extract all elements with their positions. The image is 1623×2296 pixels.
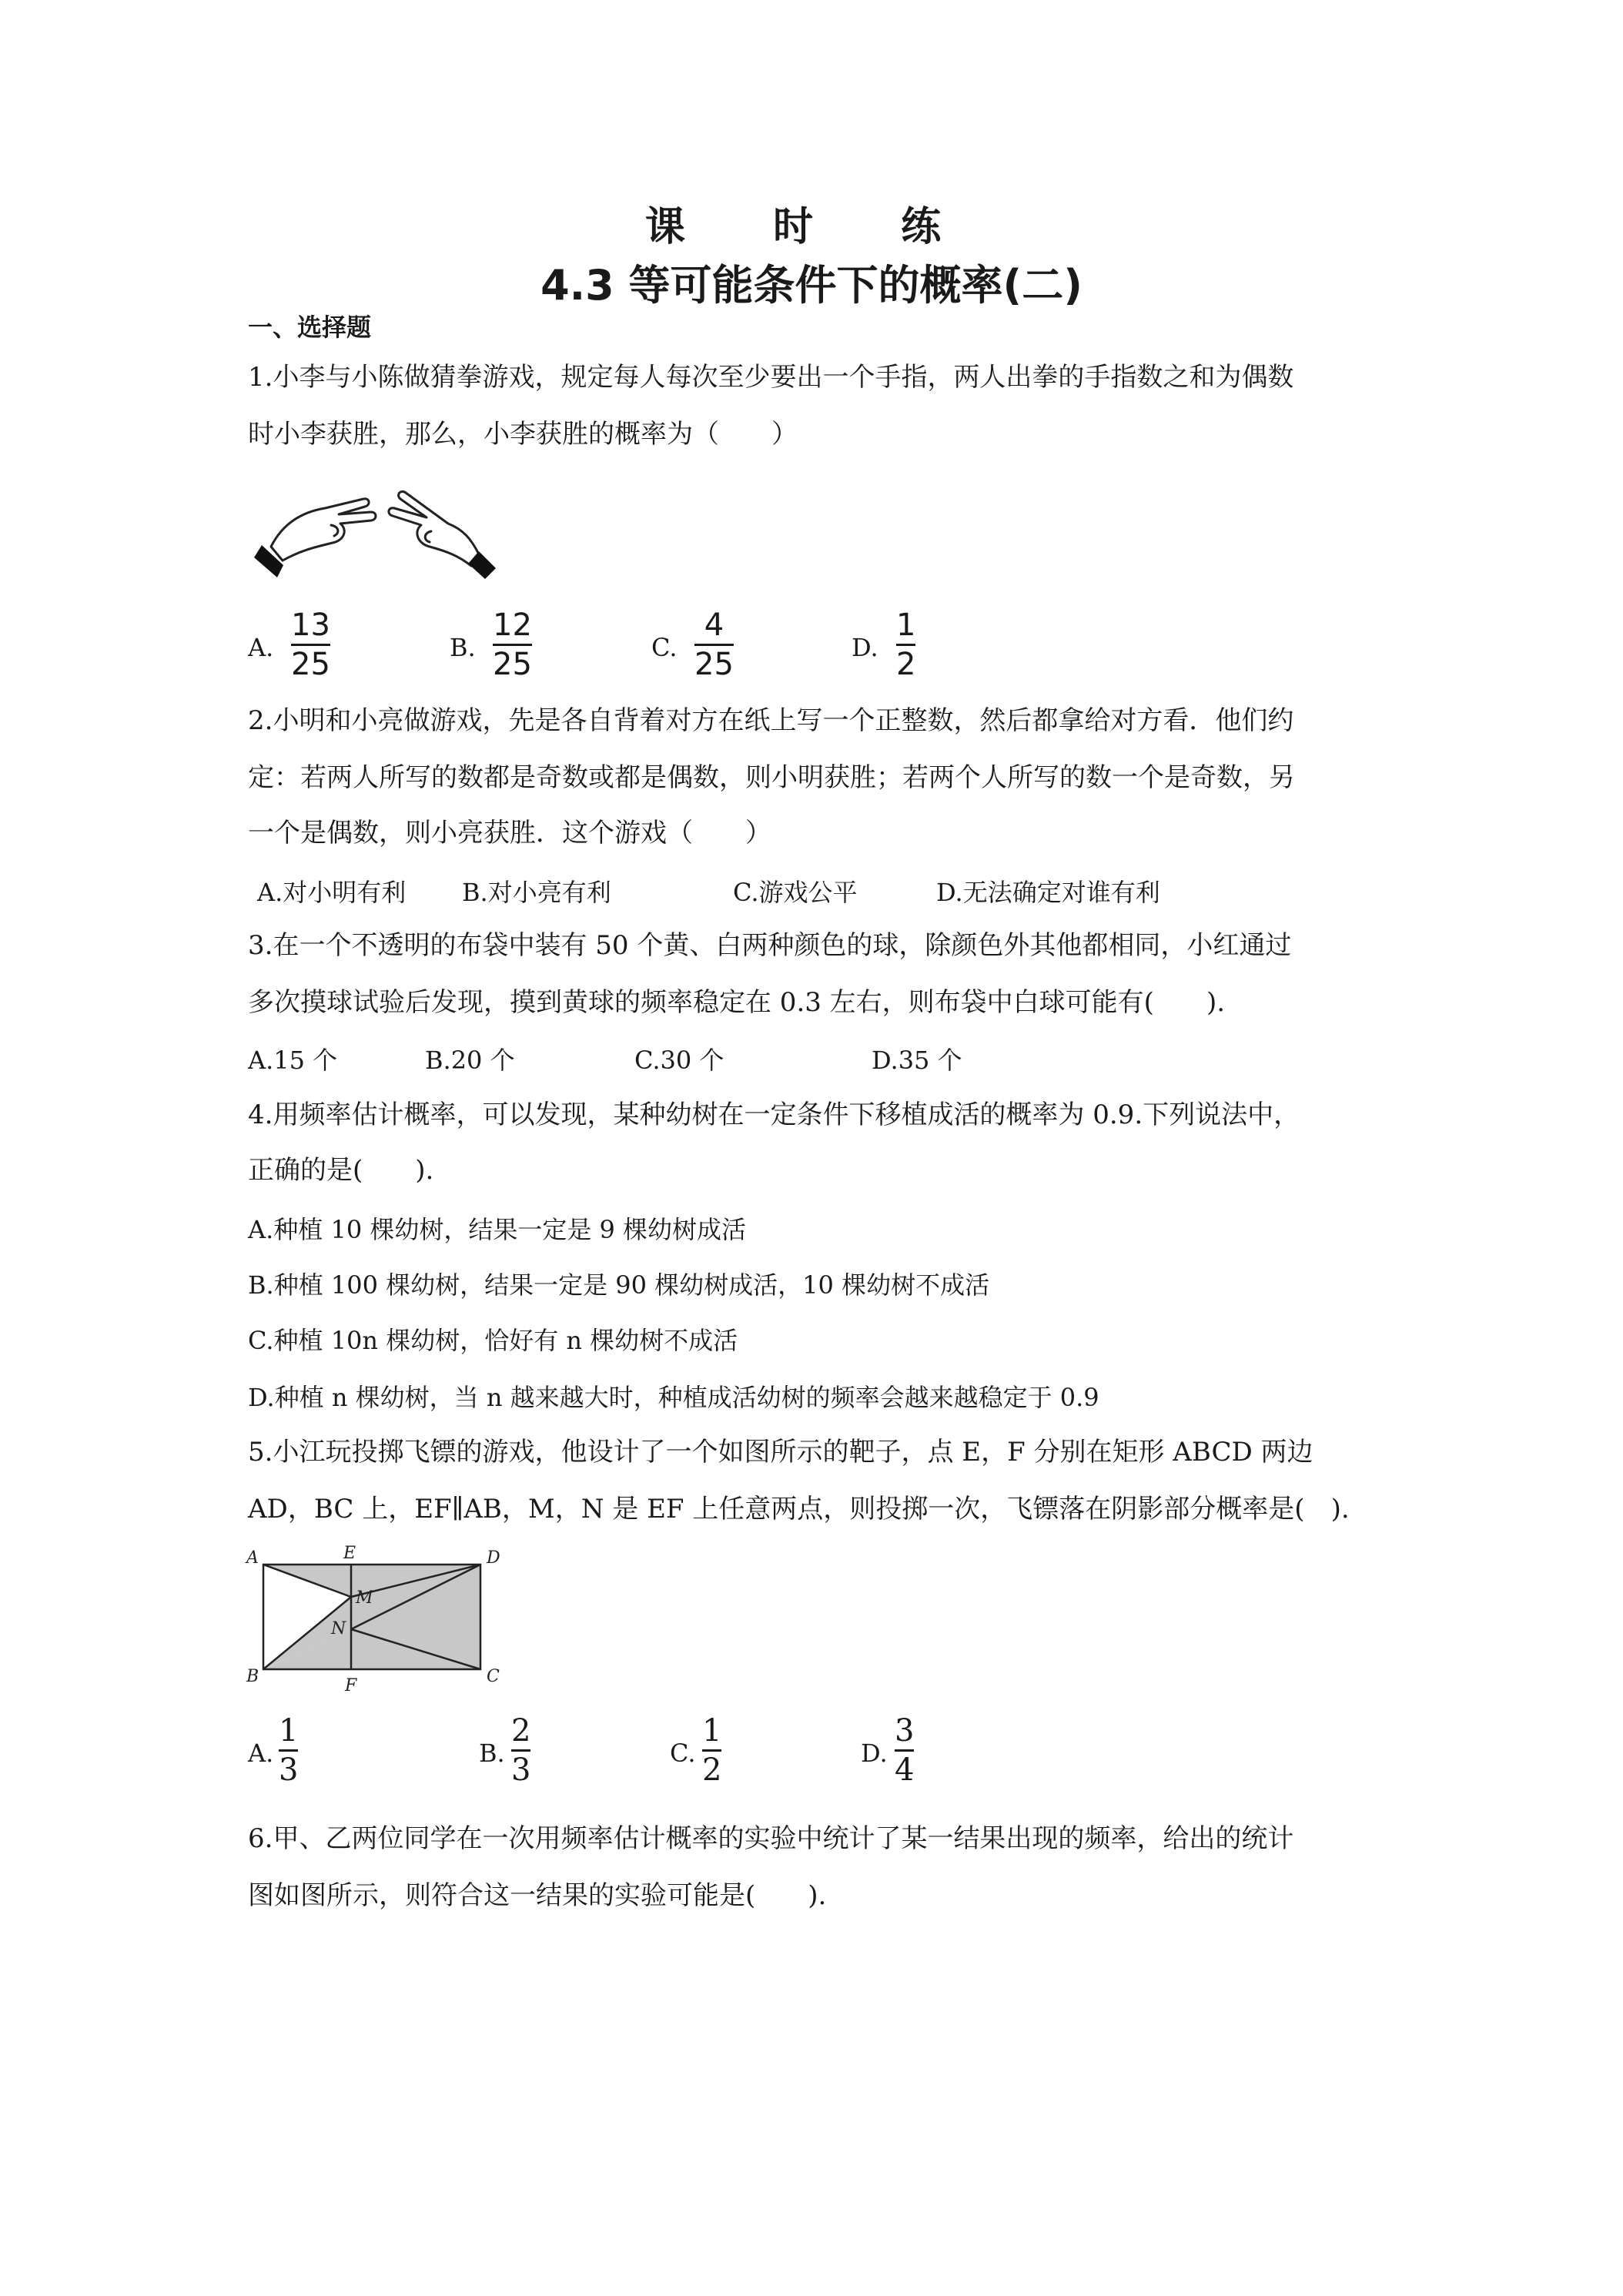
q6-text-line1: 6.甲、乙两位同学在一次用频率估计概率的实验中统计了某一结果出现的频率，给出的统计	[248, 1823, 1294, 1854]
q3-text-line2: 多次摸球试验后发现，摸到黄球的频率稳定在 0.3 左右，则布袋中白球可能有( ).	[248, 987, 1226, 1018]
q5-option-b-numerator: 2	[511, 1713, 531, 1749]
q5-option-a-fraction	[279, 1714, 298, 1787]
fraction-bar	[511, 1749, 530, 1752]
label-f: F	[345, 1676, 357, 1694]
q1-text-line2: 时小李获胜，那么，小李获胜的概率为（ ）	[248, 419, 798, 450]
q1-option-a-denominator: 25	[291, 647, 330, 682]
q2-option-b: B.对小亮有利	[462, 878, 611, 907]
q5-option-c-denominator: 2	[702, 1752, 722, 1788]
q5-text-line1: 5.小江玩投掷飞镖的游戏，他设计了一个如图所示的靶子，点 E，F 分别在矩形 ABCD 两边	[248, 1437, 1313, 1468]
q5-option-a-denominator: 3	[279, 1752, 299, 1788]
q1-option-c-label: C.	[651, 633, 678, 662]
label-m: M	[356, 1588, 373, 1608]
q5-option-d-label: D.	[861, 1739, 888, 1768]
q3-option-c: C.30 个	[634, 1046, 724, 1075]
q5-option-d-denominator: 4	[895, 1752, 915, 1788]
q2-option-c: C.游戏公平	[733, 878, 858, 907]
q5-text-line2: AD，BC 上，EF∥AB，M，N 是 EF 上任意两点，则投掷一次，飞镖落在阴影部分概率是( ).	[248, 1494, 1350, 1525]
q3-text-line1: 3.在一个不透明的布袋中装有 50 个黄、白两种颜色的球，除颜色外其他都相同，小红通过	[248, 930, 1292, 961]
q1-option-d-numerator: 1	[896, 607, 916, 643]
label-n: N	[331, 1619, 346, 1638]
q5-option-d-fraction	[895, 1714, 914, 1787]
fraction-bar	[896, 644, 915, 646]
q1-option-b-label: B.	[450, 633, 476, 662]
q2-text-line2: 定：若两人所写的数都是奇数或都是偶数，则小明获胜；若两个人所写的数一个是奇数，另	[248, 762, 1295, 793]
q4-option-c: C.种植 10n 棵幼树，恰好有 n 棵幼树不成活	[248, 1326, 738, 1355]
q1-option-c-fraction	[694, 608, 734, 681]
q1-option-b-fraction	[493, 608, 532, 681]
q5-option-c-numerator: 1	[702, 1713, 722, 1749]
q2-text-line3: 一个是偶数，则小亮获胜．这个游戏（ ）	[248, 818, 771, 848]
page-subtitle: 4.3 等可能条件下的概率(二)	[540, 261, 1083, 310]
q4-option-b: B.种植 100 棵幼树，结果一定是 90 棵幼树成活，10 棵幼树不成活	[248, 1270, 990, 1300]
fraction-bar	[279, 1749, 298, 1752]
fraction-bar	[702, 1749, 721, 1752]
q5-option-b-fraction	[511, 1714, 530, 1787]
q5-option-b-denominator: 3	[511, 1752, 531, 1788]
q1-option-a-fraction	[291, 608, 330, 681]
q6-text-line2: 图如图所示，则符合这一结果的实验可能是( ).	[248, 1880, 827, 1911]
q4-text-line1: 4.用频率估计概率，可以发现，某种幼树在一定条件下移植成活的概率为 0.9.下列说法中，	[248, 1099, 1300, 1130]
label-c: C	[487, 1667, 500, 1686]
label-d: D	[487, 1548, 500, 1568]
label-e: E	[343, 1544, 356, 1563]
q1-option-d-label: D.	[852, 633, 878, 662]
q1-option-a-numerator: 13	[291, 607, 330, 643]
q5-option-d-numerator: 3	[895, 1713, 915, 1749]
q1-option-b-numerator: 12	[493, 607, 532, 643]
page-title: 课 时 练	[644, 204, 979, 250]
fraction-bar	[493, 644, 532, 646]
q5-option-b-label: B.	[479, 1739, 505, 1768]
fraction-bar	[895, 1749, 914, 1752]
q3-option-b: B.20 个	[425, 1046, 515, 1075]
q3-option-d: D.35 个	[872, 1046, 962, 1075]
fraction-bar	[291, 644, 330, 646]
q5-option-a-label: A.	[248, 1739, 274, 1768]
q1-text-line1: 1.小李与小陈做猜拳游戏，规定每人每次至少要出一个手指，两人出拳的手指数之和为偶数	[248, 362, 1294, 393]
dartboard-figure	[245, 1540, 507, 1694]
q1-option-c-numerator: 4	[704, 607, 724, 643]
q1-option-d-fraction	[896, 608, 915, 681]
q2-option-d: D.无法确定对谁有利	[936, 878, 1160, 907]
q4-option-d: D.种植 n 棵幼树，当 n 越来越大时，种植成活幼树的频率会越来越稳定于 0.9	[248, 1383, 1099, 1412]
q1-option-a-label: A.	[248, 633, 274, 662]
q1-option-c-denominator: 25	[694, 647, 734, 682]
label-a: A	[246, 1548, 259, 1568]
q5-option-c-label: C.	[670, 1739, 696, 1768]
q3-option-a: A.15 个	[248, 1046, 338, 1075]
q5-option-c-fraction	[702, 1714, 721, 1787]
q1-option-b-denominator: 25	[493, 647, 532, 682]
q4-option-a: A.种植 10 棵幼树，结果一定是 9 棵幼树成活	[248, 1215, 747, 1244]
q2-option-a: A.对小明有利	[257, 878, 407, 907]
fraction-bar	[694, 644, 734, 646]
hands-illustration	[248, 470, 510, 585]
q4-text-line2: 正确的是( ).	[248, 1155, 434, 1186]
q2-text-line1: 2.小明和小亮做游戏，先是各自背着对方在纸上写一个正整数，然后都拿给对方看．他们约	[248, 705, 1294, 736]
q5-option-a-numerator: 1	[279, 1713, 299, 1749]
section-heading: 一、选择题	[248, 313, 372, 342]
label-b: B	[246, 1667, 259, 1686]
q1-option-d-denominator: 2	[896, 647, 916, 682]
